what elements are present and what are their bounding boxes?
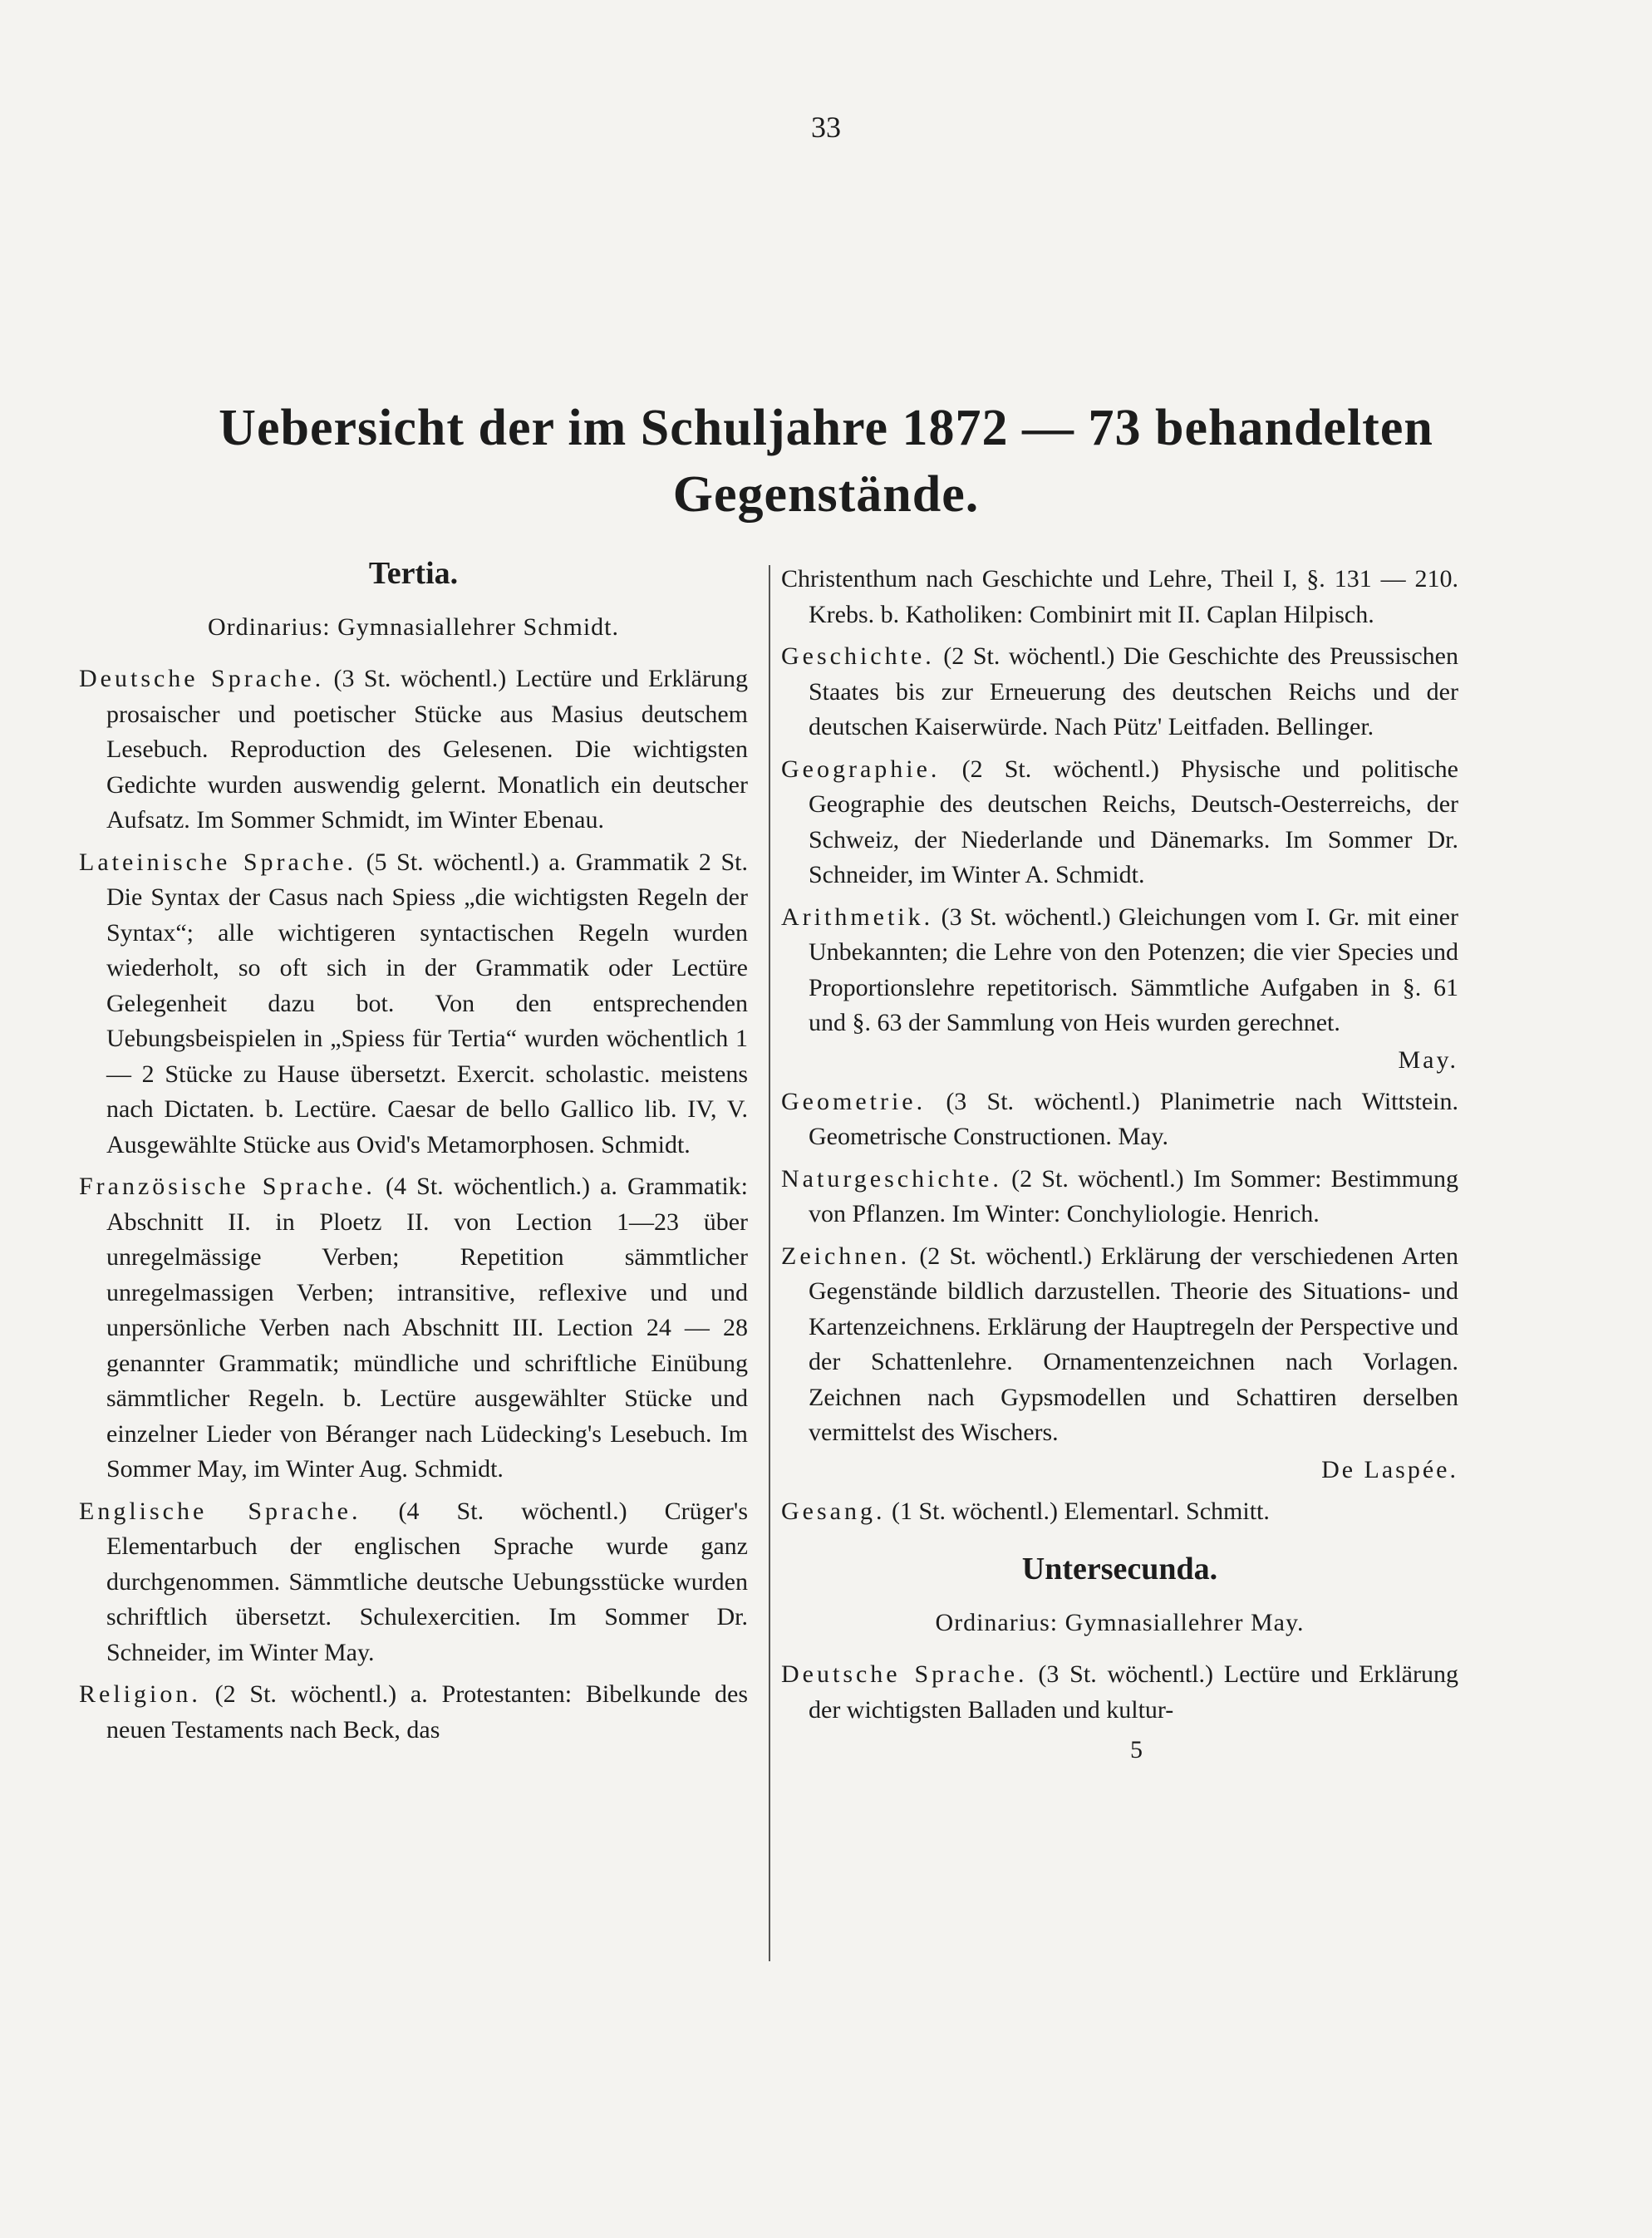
page-title-line-1: Uebersicht der im Schuljahre 1872 — 73 behandelten xyxy=(219,400,1433,456)
subject-name: Religion. xyxy=(79,1680,201,1708)
subject-entry-religion xyxy=(79,1677,748,1748)
subject-name: Englische Sprache. xyxy=(79,1497,361,1525)
subject-name: Naturgeschichte. xyxy=(781,1164,1002,1193)
page-title-line-2: Gegenstände. xyxy=(672,466,980,523)
ordinarius-untersecunda: Ordinarius: Gymnasiallehrer May. xyxy=(935,1609,1305,1636)
subject-name: Zeichnen. xyxy=(781,1242,911,1270)
subject-name: Gesang. xyxy=(781,1497,886,1525)
subject-entry-zeichnen xyxy=(781,1239,1458,1451)
subject-text: (2 St. wöchentl.) a. Protestanten: Bibelkunde des neuen Testaments nach Beck, das xyxy=(106,1680,748,1744)
subject-entry-geschichte xyxy=(781,639,1458,745)
ordinarius-tertia: Ordinarius: Gymnasiallehrer Schmidt. xyxy=(207,613,620,641)
subject-entry-naturgeschichte xyxy=(781,1162,1458,1232)
subject-text: (2 St. wöchentl.) Im Sommer: Bestimmung von Pflanzen. Im Winter: Conchyliologie. Henrich. xyxy=(809,1164,1458,1227)
page-title xyxy=(0,395,1652,528)
right-column xyxy=(781,555,1458,1764)
subject-text: (2 St. wöchentl.) Die Geschichte des Preussischen Staates bis zur Erneuerung des deutschen Reichs und der deutschen Kaiserwürde. Nach Pütz' Leitfaden. Bellinger. xyxy=(809,642,1458,740)
subject-name: Geometrie. xyxy=(781,1087,927,1115)
subject-text: (5 St. wöchentl.) a. Grammatik 2 St. Die Syntax der Casus nach Spiess „die wichtigsten Regeln der Syntax“; alle wichtigeren syntactischen Regeln wurden wiederholt, so oft sich in der Grammatik oder Lectüre Gelegenheit dazu bot. Von den entsprechenden Uebungsbeispielen in „Spiess für Tertia“ wurden wöchentlich 1 — 2 Stücke zu Hause übersetzt. Exercit. scholastic. meistens nach Dictaten. b. Lectüre. Caesar de bello Gallico lib. IV, V. Ausgewählte Stücke aus Ovid's Metamorphosen. Schmidt. xyxy=(106,848,748,1158)
sheet-signature-mark: 5 xyxy=(1130,1736,1143,1763)
subject-name: Französische Sprache. xyxy=(79,1173,376,1200)
subject-text: (3 St. wöchentl.) Lectüre und Erklärung der wichtigsten Balladen und kultur- xyxy=(809,1660,1458,1724)
subject-name: Lateinische Sprache. xyxy=(79,848,356,876)
subject-entry-franzoesisch xyxy=(79,1169,748,1488)
subject-entry-gesang xyxy=(781,1494,1458,1530)
left-column xyxy=(79,555,748,1754)
subject-entry-deutsch-untersecunda xyxy=(781,1657,1458,1728)
page-number: 33 xyxy=(811,111,841,144)
subject-name: Geschichte. xyxy=(781,642,935,670)
subject-name: Deutsche Sprache. xyxy=(79,665,325,692)
subject-entry-arithmetik xyxy=(781,900,1458,1041)
subject-text: (2 St. wöchentl.) Erklärung der verschiedenen Arten Gegenstände bildlich darzustellen. Theorie des Situations- und Kartenzeichnens. Erklärung der Hauptregeln der Perspective und der Schattenlehre. Ornamentenzeichnen nach Vorlagen. Zeichnen nach Gypsmodellen und Schattiren derselben vermittelst des Wischers. xyxy=(809,1242,1458,1446)
subject-text: (4 St. wöchentlich.) a. Grammatik: Abschnitt II. in Ploetz II. von Lection 1—23 über unregelmässige Verben; Repetition sämmtlicher unregelmassigen Verben; intransitive, reflexive und und unpersönliche Verben nach Abschnitt III. Lection 24 — 28 genannter Grammatik; mündliche und schriftliche Einübung sämmtlicher Regeln. b. Lectüre ausgewählter Stücke und einzelner Lieder von Béranger nach Lüdecking's Lesebuch. Im Sommer May, im Winter Aug. Schmidt. xyxy=(106,1173,748,1483)
subject-entry-deutsch xyxy=(79,662,748,839)
teacher-signature-arithmetik: May. xyxy=(1398,1045,1458,1074)
subject-entry-latein xyxy=(79,845,748,1163)
teacher-signature-zeichnen: De Laspée. xyxy=(1321,1455,1458,1483)
subject-text: (3 St. wöchentl.) Gleichungen vom I. Gr. mit einer Unbekannten; die Lehre von den Potenzen; die vier Species und Proportionslehre repetitorisch. Sämmtliche Aufgaben in §. 61 und §. 63 der Sammlung von Heis wurden gerechnet. xyxy=(809,903,1458,1036)
subject-text: (3 St. wöchentl.) Planimetrie nach Wittstein. Geometrische Constructionen. May. xyxy=(809,1087,1458,1150)
subject-text: (3 St. wöchentl.) Lectüre und Erklärung prosaischer und poetischer Stücke aus Masius deutschem Lesebuch. Reproduction des Gelesenen. Die wichtigsten Gedichte wurden auswendig gelernt. Monatlich ein deutscher Aufsatz. Im Sommer Schmidt, im Winter Ebenau. xyxy=(106,665,748,834)
subject-text: (1 St. wöchentl.) Elementarl. Schmitt. xyxy=(885,1497,1270,1525)
subject-entry-geometrie xyxy=(781,1085,1458,1155)
subject-entry-englisch xyxy=(79,1494,748,1671)
subject-name: Deutsche Sprache. xyxy=(781,1660,1028,1688)
subject-name: Arithmetik. xyxy=(781,903,934,931)
column-divider xyxy=(769,565,770,1961)
subject-text: (4 St. wöchentl.) Crüger's Elementarbuch der englischen Sprache wurde ganz durchgenommen. Sämmtliche deutsche Uebungsstücke wurden schriftlich übersetzt. Schulexercitien. Im Sommer Dr. Schneider, im Winter May. xyxy=(106,1497,748,1666)
subject-entry-geographie xyxy=(781,752,1458,893)
section-heading-untersecunda: Untersecunda. xyxy=(1021,1552,1218,1586)
religion-continuation: Christenthum nach Geschichte und Lehre, Theil I, §. 131 — 210. Krebs. b. Katholiken: Combinirt mit II. Caplan Hilpisch. xyxy=(781,565,1458,628)
subject-name: Geographie. xyxy=(781,755,941,783)
section-heading-tertia: Tertia. xyxy=(368,556,459,591)
subject-text: (2 St. wöchentl.) Physische und politische Geographie des deutschen Reichs, Deutsch-Oesterreichs, der Schweiz, der Niederlande und Dänemarks. Im Sommer Dr. Schneider, im Winter A. Schmidt. xyxy=(809,755,1458,888)
